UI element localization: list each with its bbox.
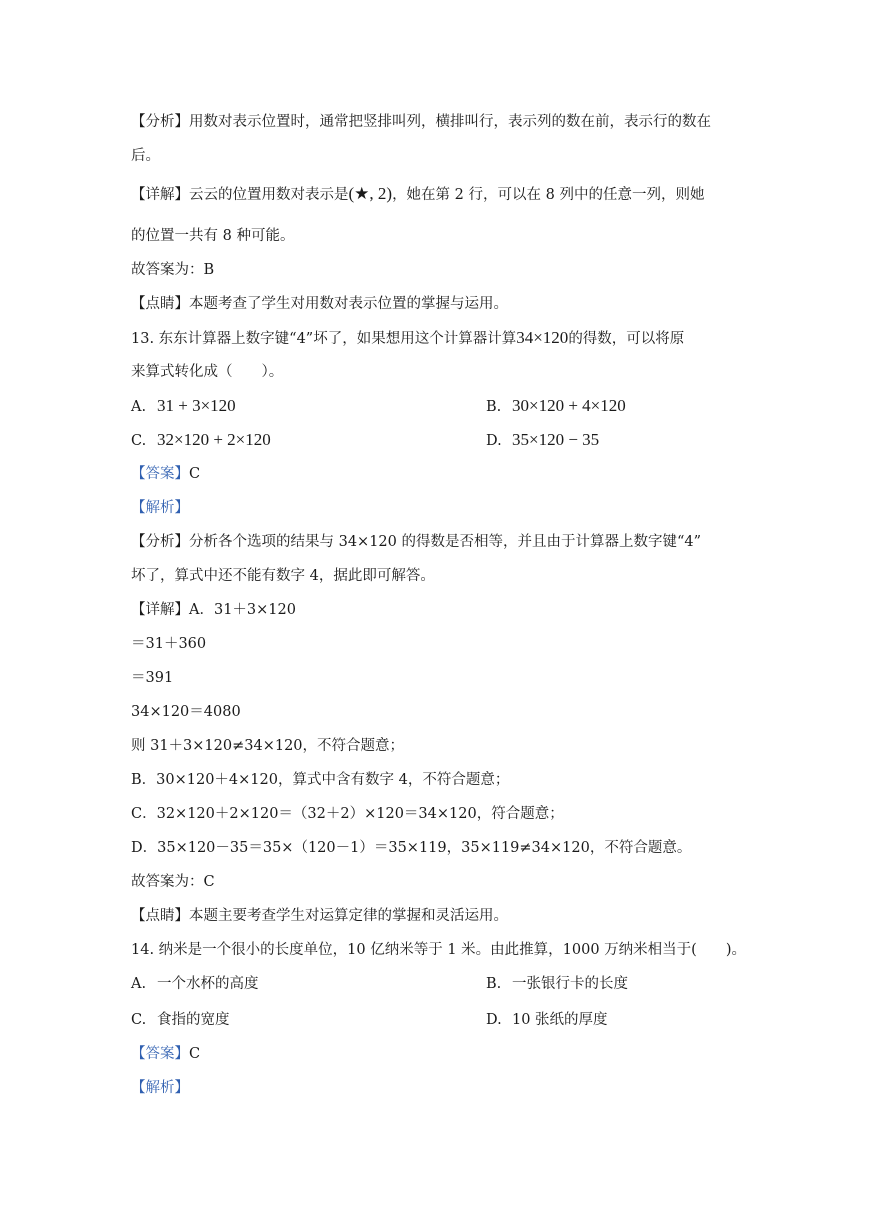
analysis-13-line1: 【分析】分析各个选项的结果与 34×120 的得数是否相等，并且由于计算器上数字键“4” xyxy=(131,534,702,550)
question-13-stem-line2: 来算式转化成（ ）。 xyxy=(131,364,284,380)
answer-13 xyxy=(131,464,200,484)
detail-13-step: D．35×120－35＝35×（120－1）＝35×119，35×119≠34×120，不符合题意。 xyxy=(131,840,692,856)
option-letter: B. xyxy=(486,399,502,415)
option-letter: C. xyxy=(131,433,147,449)
answer-13-final: 故答案为：C xyxy=(131,874,215,890)
answer-14 xyxy=(131,1044,200,1064)
answer-label: 【答案】 xyxy=(131,466,189,482)
option-letter: D. xyxy=(486,1012,502,1028)
analysis-12-line1: 【分析】用数对表示位置时，通常把竖排叫列，横排叫行，表示列的数在前，表示行的数在 xyxy=(131,114,711,130)
analysis-label-14: 【解析】 xyxy=(131,1080,189,1096)
coordinate-pair: (★, 2) xyxy=(348,184,393,203)
answer-value: C xyxy=(189,466,201,482)
option-letter: D. xyxy=(486,433,502,449)
q13-option-a xyxy=(131,396,236,417)
option-text: 食指的宽度 xyxy=(157,1012,230,1028)
option-letter: C. xyxy=(131,1012,147,1028)
question-13-stem-prefix: 13. 东东计算器上数字键“4”坏了，如果想用这个计算器计算 xyxy=(131,331,517,347)
detail-12-line1 xyxy=(131,184,704,205)
analysis-label-13: 【解析】 xyxy=(131,500,189,516)
detail-12-prefix: 【详解】云云的位置用数对表示是 xyxy=(131,187,349,203)
option-text: 31 + 3×120 xyxy=(157,396,236,415)
answer-12: 故答案为：B xyxy=(131,262,215,278)
q14-option-d xyxy=(486,1010,608,1030)
answer-label: 【答案】 xyxy=(131,1046,189,1062)
option-text: 一张银行卡的长度 xyxy=(512,976,628,992)
detail-12-suffix: ，她在第 2 行，可以在 8 列中的任意一列，则她 xyxy=(392,187,705,203)
detail-13-step: ＝31＋360 xyxy=(131,636,207,652)
detail-13-step: ＝391 xyxy=(131,670,174,686)
question-13-expression: 34×120 xyxy=(516,328,569,347)
option-text: 一个水杯的高度 xyxy=(157,976,259,992)
q14-option-a xyxy=(131,974,259,994)
q14-option-b xyxy=(486,974,628,994)
answer-value: C xyxy=(189,1046,201,1062)
option-letter: B. xyxy=(486,976,502,992)
detail-13-step: C．32×120＋2×120＝（32＋2）×120＝34×120，符合题意； xyxy=(131,806,564,822)
detail-13-step: B．30×120＋4×120，算式中含有数字 4，不符合题意； xyxy=(131,772,510,788)
detail-12-line2: 的位置一共有 8 种可能。 xyxy=(131,228,295,244)
analysis-13-line2: 坏了，算式中还不能有数字 4，据此即可解答。 xyxy=(131,568,435,584)
option-text: 30×120 + 4×120 xyxy=(512,396,626,415)
question-13-stem xyxy=(131,328,684,349)
detail-13-step: 【详解】A．31＋3×120 xyxy=(131,602,296,618)
option-text: 35×120 − 35 xyxy=(512,430,600,449)
detail-13-step: 则 31＋3×120≠34×120，不符合题意； xyxy=(131,738,405,754)
option-letter: A. xyxy=(131,976,147,992)
question-13-stem-suffix: 的得数，可以将原 xyxy=(568,331,685,347)
q13-option-d xyxy=(486,430,599,451)
q13-option-c xyxy=(131,430,271,451)
q13-option-b xyxy=(486,396,626,417)
comment-13: 【点睛】本题主要考查学生对运算定律的掌握和灵活运用。 xyxy=(131,908,508,924)
option-text: 10 张纸的厚度 xyxy=(512,1012,608,1028)
q14-option-c xyxy=(131,1010,230,1030)
option-letter: A. xyxy=(131,399,147,415)
analysis-12-line2: 后。 xyxy=(131,148,160,164)
question-14-stem: 14. 纳米是一个很小的长度单位，10 亿纳米等于 1 米。由此推算，1000 万纳米相当于( )。 xyxy=(131,942,746,958)
detail-13-step: 34×120＝4080 xyxy=(131,704,241,720)
comment-12: 【点睛】本题考查了学生对用数对表示位置的掌握与运用。 xyxy=(131,296,508,312)
option-text: 32×120 + 2×120 xyxy=(157,430,271,449)
